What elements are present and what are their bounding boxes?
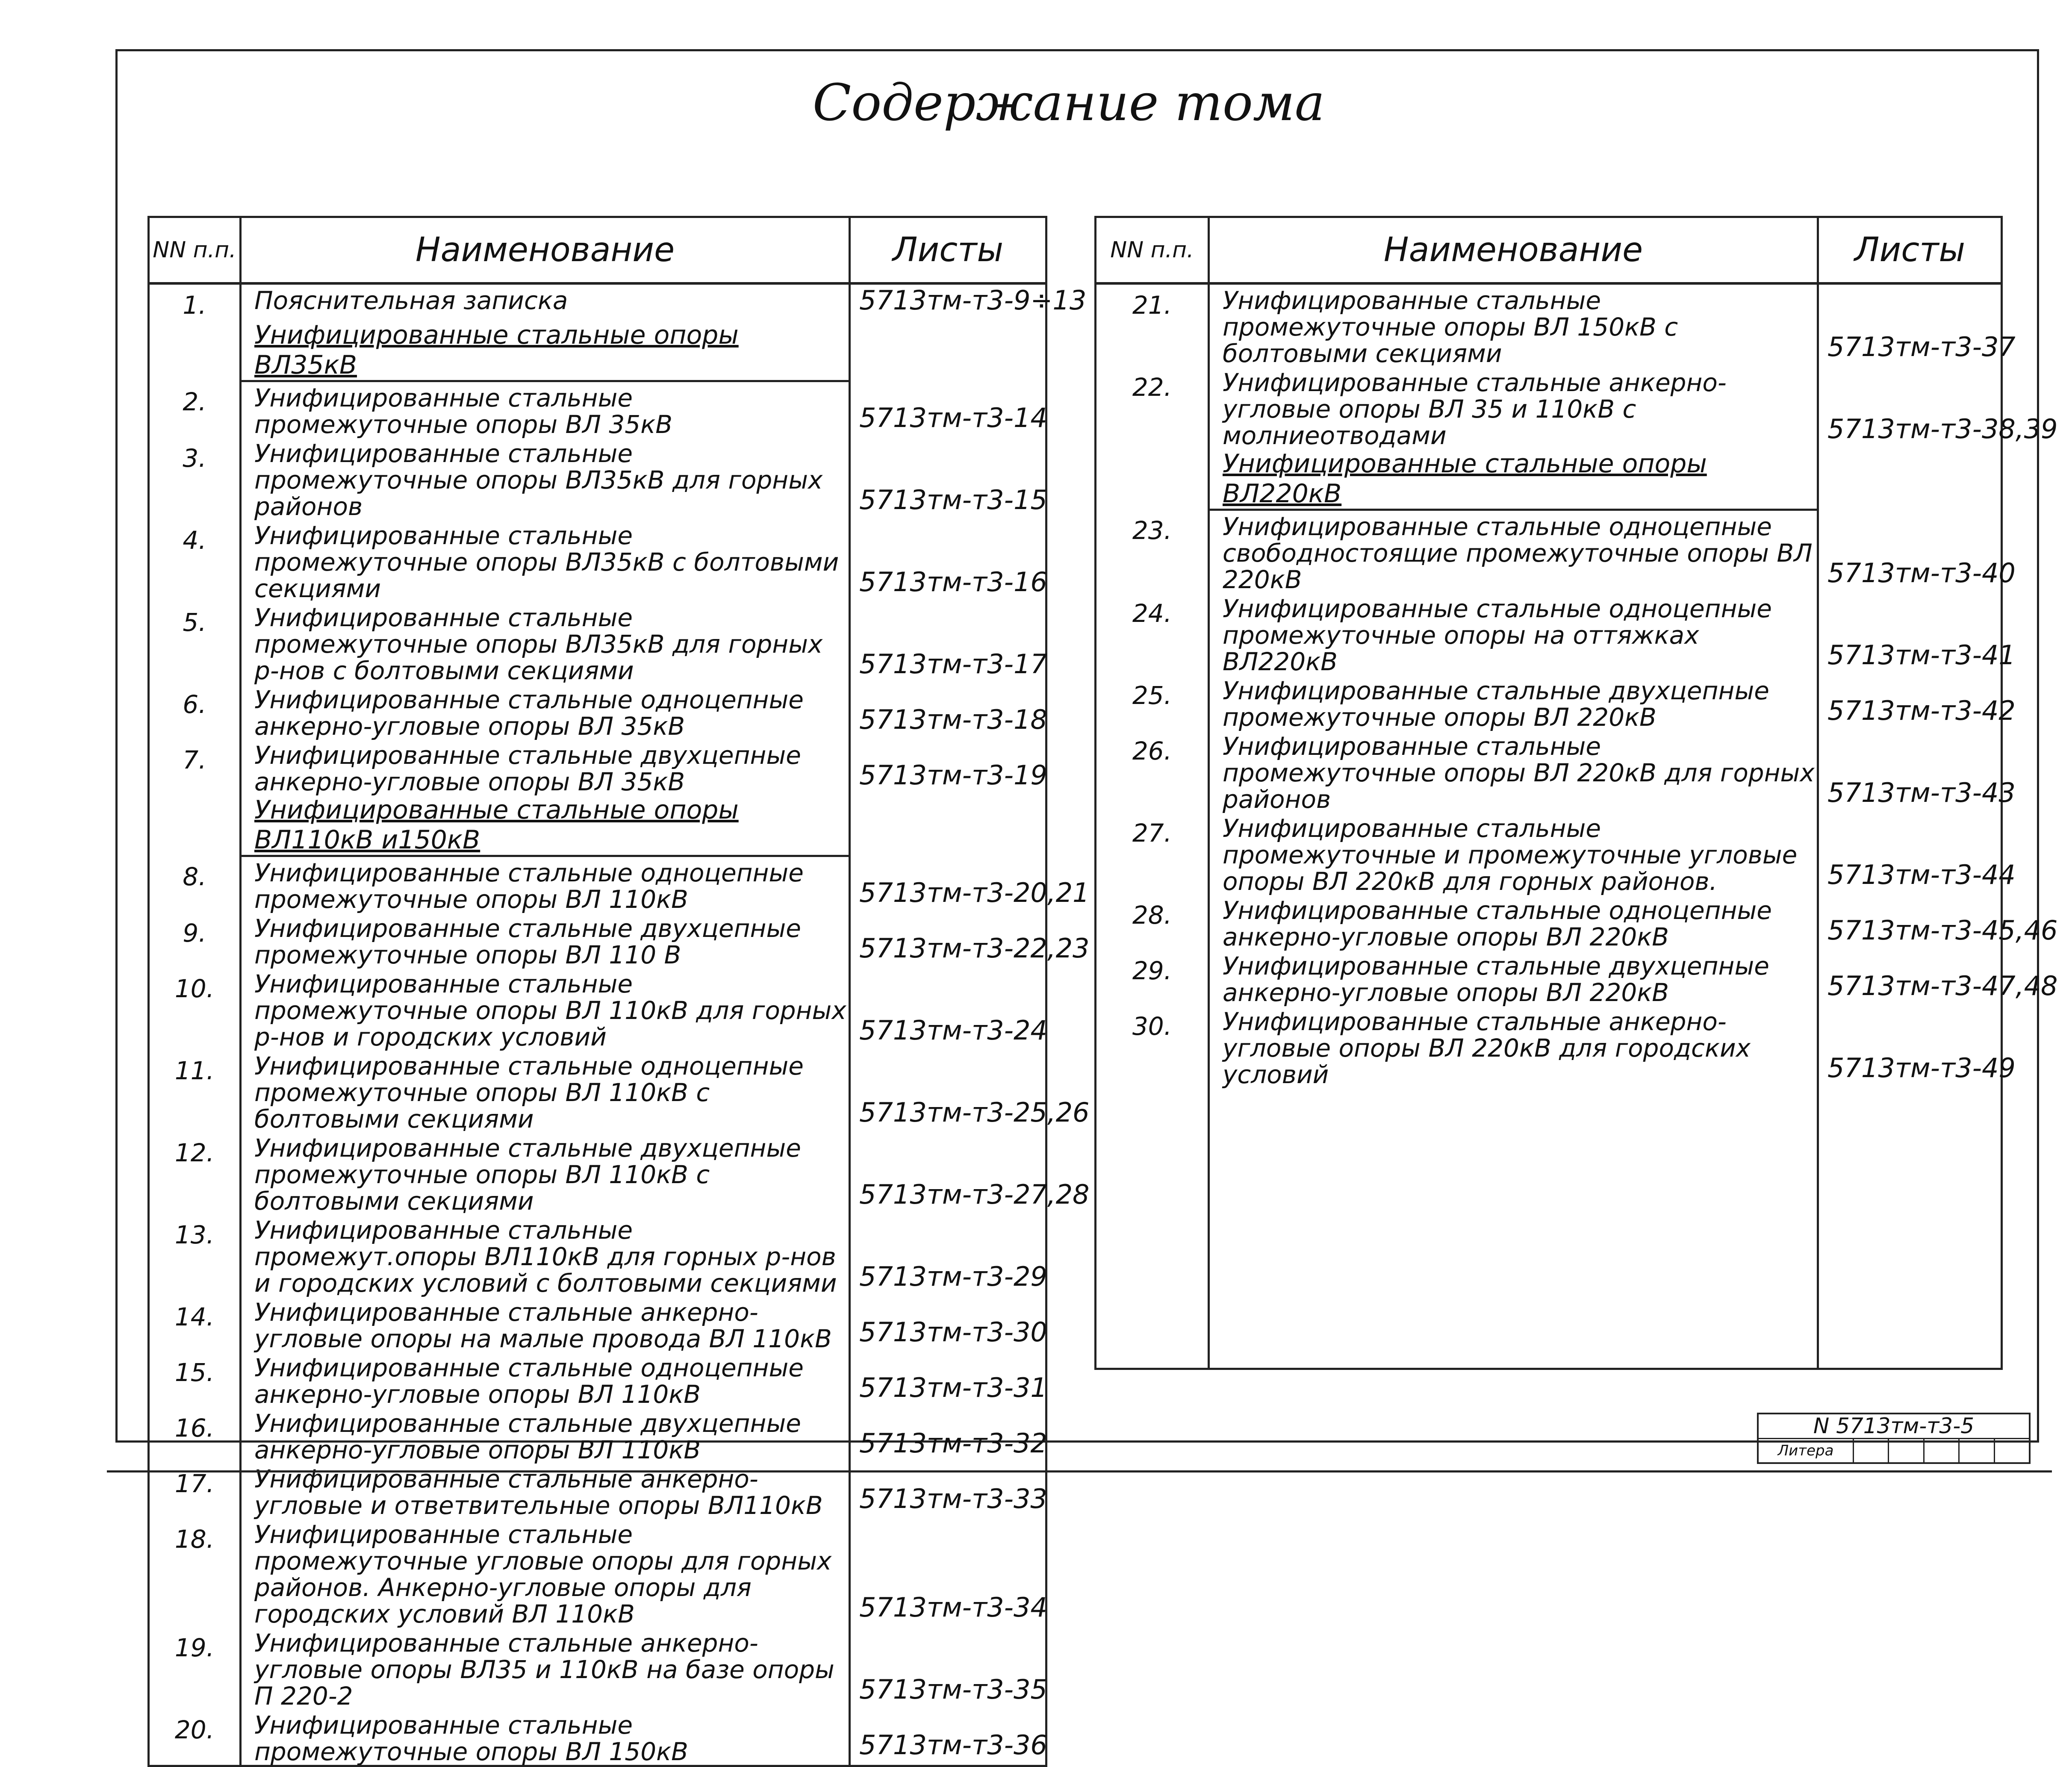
row-name: Унифицированные стальные двухцепные промежуточные опоры ВЛ 220кВ [1209,675,1818,730]
row-sheets: 5713тм-т3-27,28 [850,1132,1046,1214]
filler-cell [1096,1088,1209,1369]
row-sheets: 5713тм-т3-42 [1818,675,2002,730]
toc-table-left [147,216,1090,1767]
row-sheets: 5713тм-т3-45,46 [1818,895,2002,950]
row-sheets: 5713тм-т3-20,21 [850,856,1046,913]
row-number: 4. [149,520,241,602]
row-name: Унифицированные стальные промежуточные опоры ВЛ35кВ для горных районов [241,438,850,520]
toc-row [149,1132,1046,1214]
row-sheets: 5713тм-т3-44 [1818,813,2002,895]
row-number: 28. [1096,895,1209,950]
row-sheets: 5713тм-т3-31 [850,1352,1046,1408]
toc-row [149,968,1046,1050]
bottom-rule [107,1470,2052,1472]
row-number: 20. [149,1709,241,1765]
litera-cell [1889,1439,1924,1463]
toc-row [149,739,1046,795]
litera-cell [1995,1439,2029,1463]
title-block-stamp [1757,1413,2031,1464]
row-name: Унифицированные стальные одноцепные промежуточные опоры ВЛ 110кВ с болтовыми секциями [241,1050,850,1132]
toc-row [1096,895,2002,950]
toc-row [149,1408,1046,1463]
toc-row [149,602,1046,684]
litera-cell [1854,1439,1889,1463]
row-sheets: 5713тм-т3-34 [850,1519,1046,1627]
row-name: Унифицированные стальные промежуточные опоры ВЛ 220кВ для горных районов [1209,730,1818,813]
row-name: Унифицированные стальные двухцепные промежуточные опоры ВЛ 110 В [241,913,850,968]
row-number: 2. [149,381,241,438]
row-number: 24. [1096,593,1209,675]
row-sheets: 5713тм-т3-47,48 [1818,950,2002,1006]
toc-table-right [1094,216,2058,1370]
row-sheets: 5713тм-т3-43 [1818,730,2002,813]
litera-label: Литера [1759,1439,1854,1463]
toc-row [149,1296,1046,1352]
row-name: Унифицированные стальные одноцепные анкерно-угловые опоры ВЛ 35кВ [241,684,850,739]
row-sheets: 5713тм-т3-22,23 [850,913,1046,968]
toc-row [1096,510,2002,593]
section-row [1096,449,2002,510]
row-number: 25. [1096,675,1209,730]
row-number: 15. [149,1352,241,1408]
row-sheets: 5713тм-т3-15 [850,438,1046,520]
toc-row [149,913,1046,968]
toc-row [149,438,1046,520]
row-number [149,320,241,381]
row-number: 5. [149,602,241,684]
row-name: Унифицированные стальные анкерно-угловые опоры ВЛ 220кВ для городских условий [1209,1006,1818,1088]
row-number: 21. [1096,283,1209,367]
row-sheets: 5713тм-т3-29 [850,1214,1046,1296]
row-name: Унифицированные стальные промежуточные угловые опоры для горных районов. Анкерно-угловые опоры для городских условий ВЛ 110кВ [241,1519,850,1627]
row-sheets: 5713тм-т3-14 [850,381,1046,438]
row-number: 3. [149,438,241,520]
toc-body-right [1096,283,2058,1369]
row-number [149,795,241,856]
row-name: Унифицированные стальные промежуточные и промежуточные угловые опоры ВЛ 220кВ для горных районов. [1209,813,1818,895]
row-sheets: 5713тм-т3-18 [850,684,1046,739]
row-name: Унифицированные стальные промежуточные опоры ВЛ 35кВ [241,381,850,438]
row-number: 30. [1096,1006,1209,1088]
toc-row [149,1519,1046,1627]
row-sheets: 5713тм-т3-37 [1818,283,2002,367]
row-sheets: 5713тм-т3-36 [850,1709,1046,1765]
row-sheets: 5713тм-т3-25,26 [850,1050,1046,1132]
filler-cell [850,1765,1046,1766]
row-name: Унифицированные стальные анкерно-угловые опоры на малые провода ВЛ 110кВ [241,1296,850,1352]
section-row [149,320,1046,381]
header-sheets: Листы [850,217,1046,284]
section-heading: Унифицированные стальные опоры ВЛ35кВ [241,320,850,381]
filler-cell [149,1765,241,1766]
row-number: 17. [149,1463,241,1519]
toc-row [149,520,1046,602]
row-number: 16. [149,1408,241,1463]
row-number: 11. [149,1050,241,1132]
header-name: Наименование [241,217,850,284]
row-name: Унифицированные стальные двухцепные анкерно-угловые опоры ВЛ 110кВ [241,1408,850,1463]
row-sheets: 5713тм-т3-35 [850,1627,1046,1709]
filler-cell [1209,1088,1818,1369]
toc-row [149,1214,1046,1296]
toc-row [1096,593,2002,675]
row-sheets: 5713тм-т3-24 [850,968,1046,1050]
row-sheets [850,795,1046,856]
toc-row [1096,813,2002,895]
row-name: Унифицированные стальные промежуточные опоры ВЛ35кВ для горных р-нов с болтовыми секциями [241,602,850,684]
toc-body-left [149,283,1090,1766]
toc-row [149,1627,1046,1709]
row-number: 18. [149,1519,241,1627]
row-name: Унифицированные стальные одноцепные промежуточные опоры ВЛ 110кВ [241,856,850,913]
document-number: N 5713тм-т3-5 [1759,1414,2029,1439]
row-number: 12. [149,1132,241,1214]
header-num: NN п.п. [1096,217,1209,284]
toc-row [1096,367,2002,449]
toc-row [149,1352,1046,1408]
row-name: Унифицированные стальные промежуточные опоры ВЛ 150кВ с болтовыми секциями [1209,283,1818,367]
toc-row [149,1050,1046,1132]
row-number: 8. [149,856,241,913]
filler-cell [1818,1088,2002,1369]
toc-row [149,381,1046,438]
row-number: 26. [1096,730,1209,813]
row-name: Унифицированные стальные двухцепные анкерно-угловые опоры ВЛ 35кВ [241,739,850,795]
row-sheets: 5713тм-т3-41 [1818,593,2002,675]
row-sheets [1818,449,2002,510]
row-name: Унифицированные стальные промежут.опоры ВЛ110кВ для горных р-нов и городских условий с болтовыми секциями [241,1214,850,1296]
row-sheets: 5713тм-т3-30 [850,1296,1046,1352]
header-name: Наименование [1209,217,1818,284]
header-sheets: Листы [1818,217,2002,284]
row-name: Пояснительная записка [241,283,850,320]
toc-row [149,1709,1046,1765]
row-name: Унифицированные стальные анкерно-угловые опоры ВЛ35 и 110кВ на базе опоры П 220-2 [241,1627,850,1709]
row-name: Унифицированные стальные одноцепные анкерно-угловые опоры ВЛ 220кВ [1209,895,1818,950]
row-number: 23. [1096,510,1209,593]
row-name: Унифицированные стальные одноцепные свободностоящие промежуточные опоры ВЛ 220кВ [1209,510,1818,593]
toc-row [1096,1006,2002,1088]
row-number: 10. [149,968,241,1050]
row-name: Унифицированные стальные одноцепные промежуточные опоры на оттяжках ВЛ220кВ [1209,593,1818,675]
section-heading: Унифицированные стальные опоры ВЛ110кВ и150кВ [241,795,850,856]
toc-row [149,856,1046,913]
row-number: 6. [149,684,241,739]
section-heading: Унифицированные стальные опоры ВЛ220кВ [1209,449,1818,510]
row-number: 27. [1096,813,1209,895]
row-number: 14. [149,1296,241,1352]
row-number: 22. [1096,367,1209,449]
row-sheets: 5713тм-т3-9÷13 [850,283,1046,320]
row-sheets: 5713тм-т3-49 [1818,1006,2002,1088]
row-name: Унифицированные стальные промежуточные опоры ВЛ 150кВ [241,1709,850,1765]
section-row [149,795,1046,856]
litera-cell [1960,1439,1995,1463]
row-number: 7. [149,739,241,795]
row-name: Унифицированные стальные двухцепные промежуточные опоры ВЛ 110кВ с болтовыми секциями [241,1132,850,1214]
toc-row [1096,730,2002,813]
row-name: Унифицированные стальные двухцепные анкерно-угловые опоры ВЛ 220кВ [1209,950,1818,1006]
row-name: Унифицированные стальные промежуточные опоры ВЛ 110кВ для горных р-нов и городских условий [241,968,850,1050]
page-title: Содержание тома [812,73,1325,132]
header-num: NN п.п. [149,217,241,284]
row-name: Унифицированные стальные промежуточные опоры ВЛ35кВ с болтовыми секциями [241,520,850,602]
row-name: Унифицированные стальные одноцепные анкерно-угловые опоры ВЛ 110кВ [241,1352,850,1408]
row-sheets: 5713тм-т3-40 [1818,510,2002,593]
row-name: Унифицированные стальные анкерно-угловые опоры ВЛ 35 и 110кВ с молниеотводами [1209,367,1818,449]
row-number: 19. [149,1627,241,1709]
toc-row [1096,950,2002,1006]
row-sheets: 5713тм-т3-32 [850,1408,1046,1463]
toc-row [1096,283,2002,367]
row-sheets: 5713тм-т3-17 [850,602,1046,684]
row-number: 9. [149,913,241,968]
litera-cell [1925,1439,1960,1463]
row-sheets: 5713тм-т3-33 [850,1463,1046,1519]
toc-row [1096,675,2002,730]
row-sheets [850,320,1046,381]
row-number [1096,449,1209,510]
row-name: Унифицированные стальные анкерно-угловые и ответвительные опоры ВЛ110кВ [241,1463,850,1519]
row-sheets: 5713тм-т3-19 [850,739,1046,795]
row-number: 1. [149,283,241,320]
row-number: 29. [1096,950,1209,1006]
toc-row [149,684,1046,739]
toc-row [149,283,1046,320]
filler-row [1096,1088,2002,1369]
row-number: 13. [149,1214,241,1296]
row-sheets: 5713тм-т3-38,39 [1818,367,2002,449]
row-sheets: 5713тм-т3-16 [850,520,1046,602]
